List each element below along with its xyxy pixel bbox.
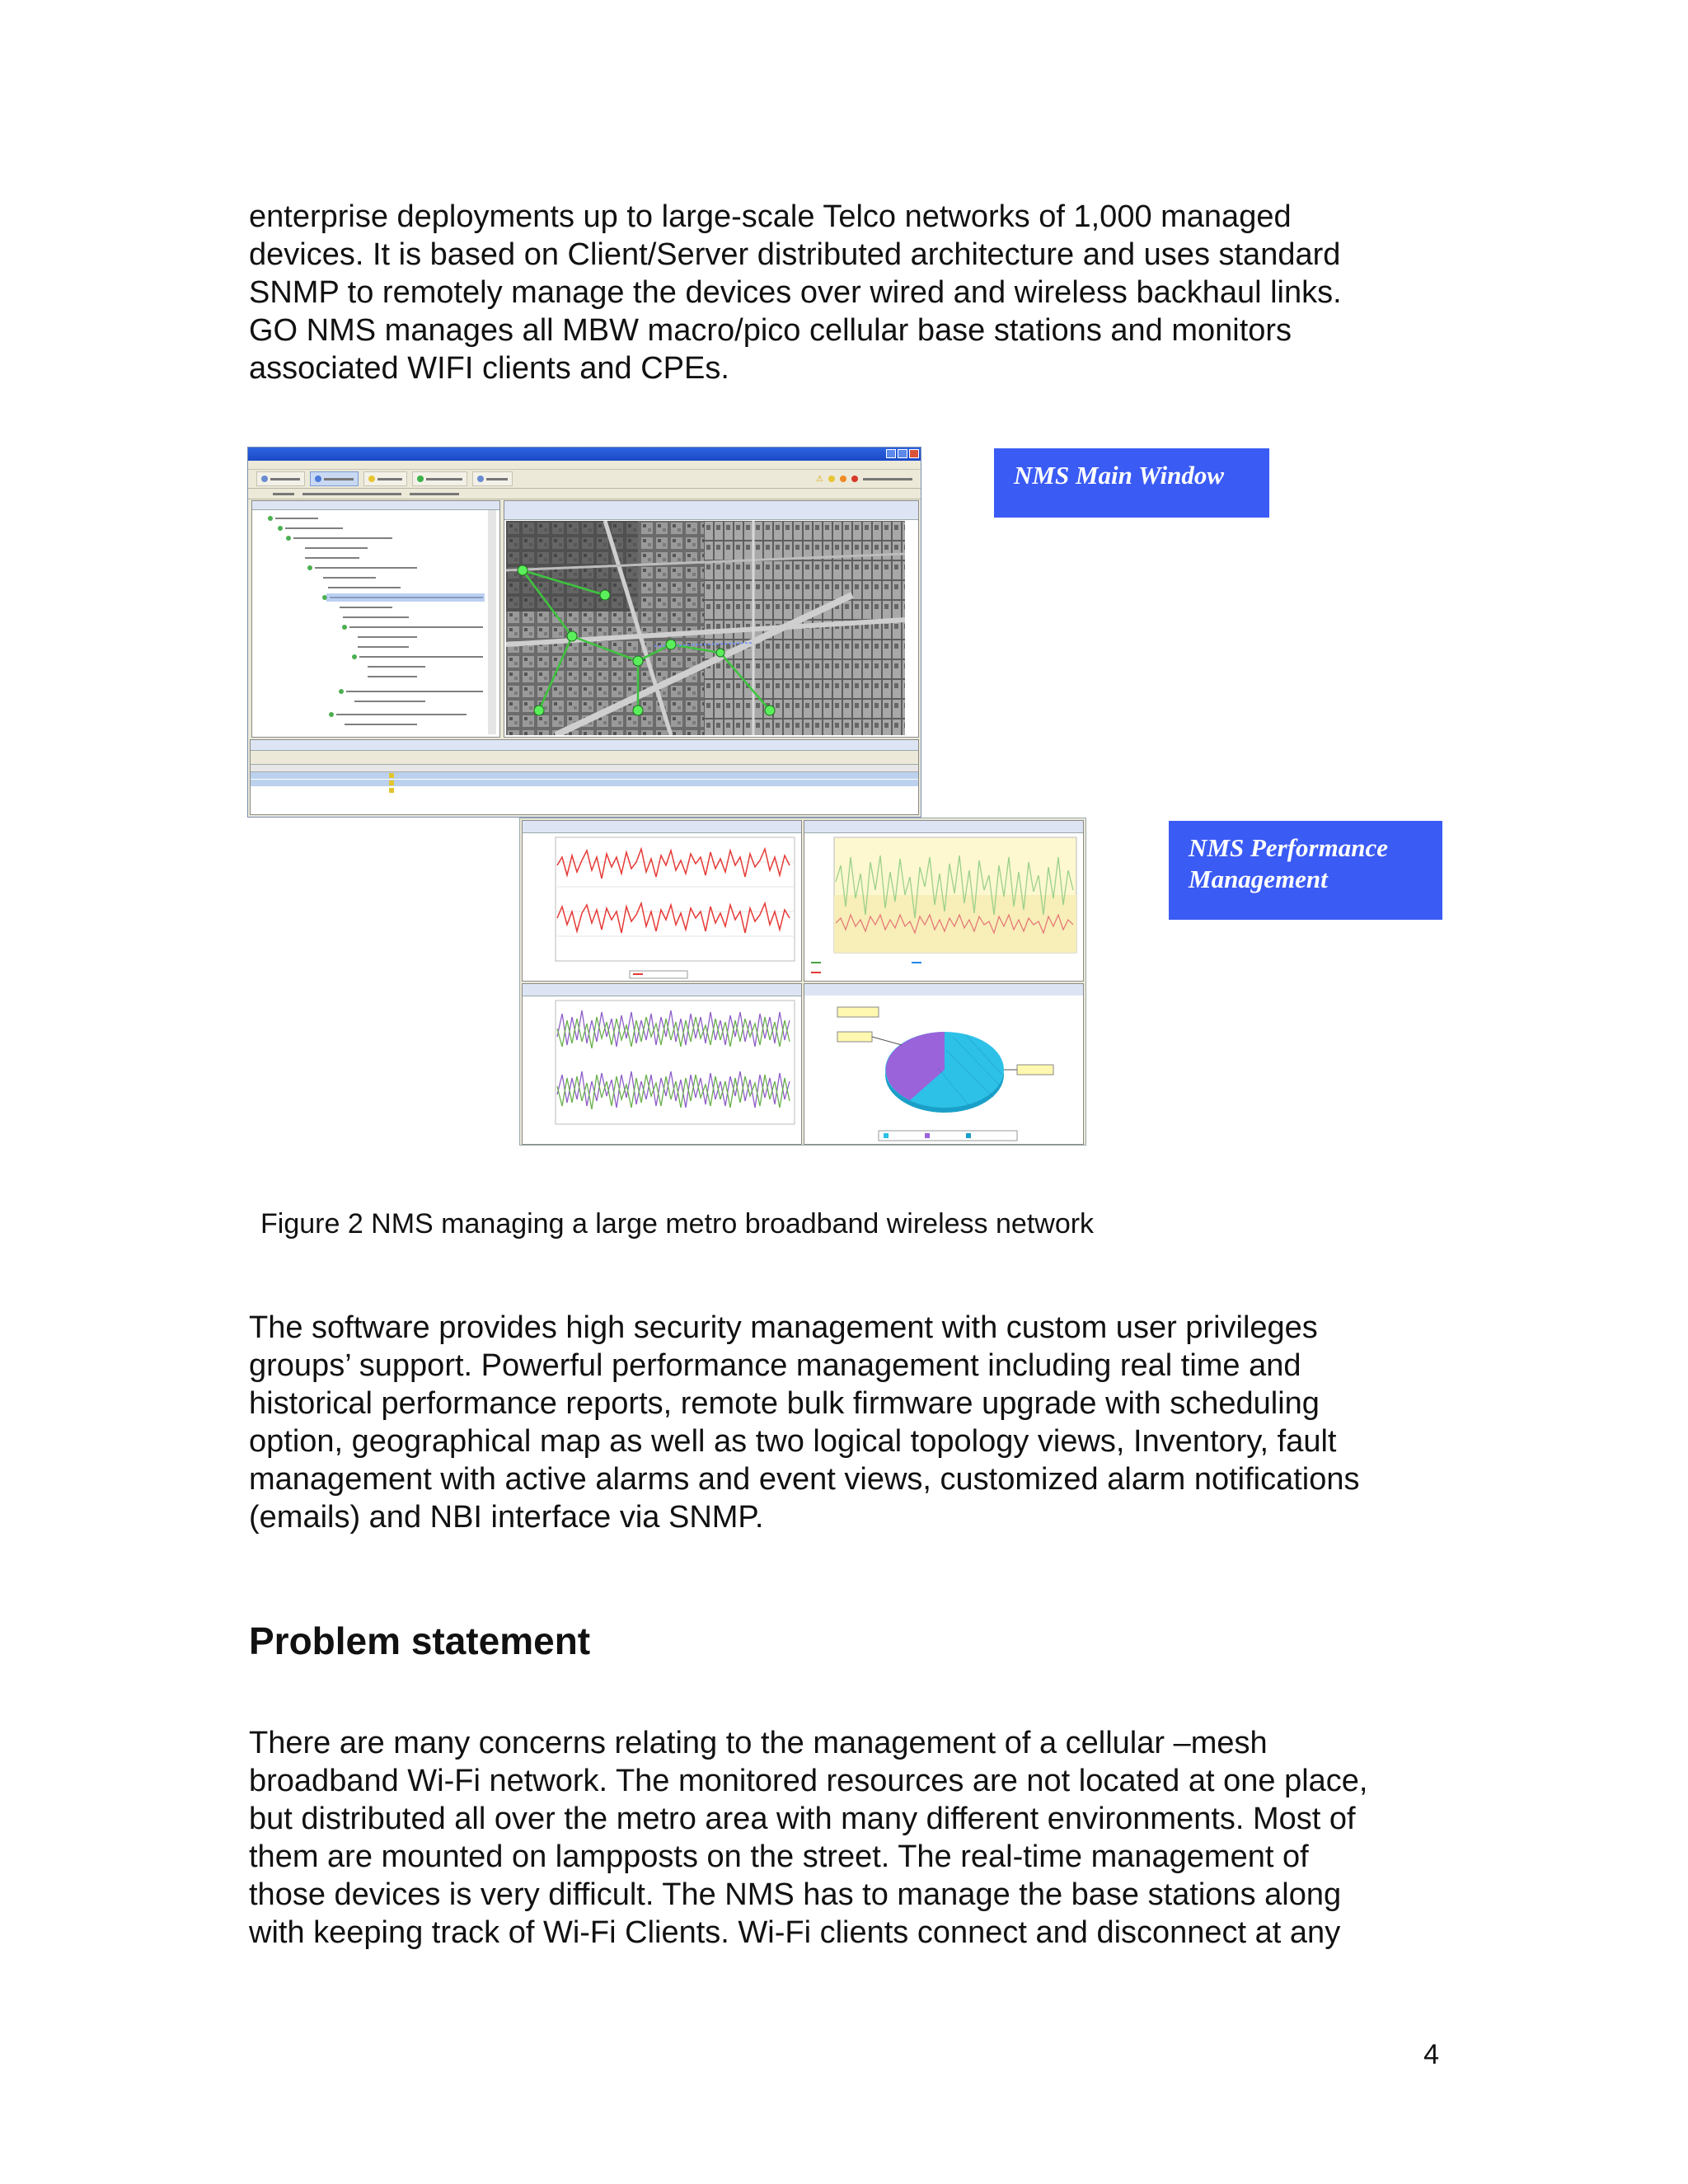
active-alarms-pane	[250, 739, 919, 815]
callout-performance	[1169, 821, 1442, 920]
toolbar-button	[472, 471, 513, 486]
air-occupancy-chart	[804, 832, 1083, 981]
section-heading: Problem statement	[249, 1619, 591, 1662]
text-line: those devices is very difficult. The NMS has to manage the base stations along	[249, 1877, 1342, 1912]
window-toolbar	[248, 470, 921, 489]
window-body	[250, 499, 919, 738]
toolbar-button	[363, 471, 407, 486]
text-line: but distributed all over the metro area with many different environments. Most of	[249, 1802, 1356, 1836]
alarm-row	[251, 780, 918, 787]
satellite-map	[506, 521, 905, 735]
text-line: devices. It is based on Client/Server distributed architecture and uses standard	[249, 237, 1341, 272]
text-line: option, geographical map as well as two logical topology views, Inventory, fault	[249, 1424, 1337, 1459]
callout-text: NMS Main Window	[1014, 461, 1224, 490]
text-line: historical performance reports, remote bulk firmware upgrade with scheduling	[249, 1386, 1320, 1421]
callout-text: NMS Performance	[1189, 833, 1388, 862]
navigation-tree-pane	[251, 500, 500, 738]
protocol-pie-chart	[804, 996, 1083, 1144]
callout-main-window	[994, 448, 1269, 518]
toolbar-button	[412, 471, 467, 486]
device-tree	[252, 510, 496, 734]
text-line: (emails) and NBI interface via SNMP.	[249, 1500, 764, 1535]
callout-text: Management	[1189, 865, 1328, 893]
text-line: them are mounted on lampposts on the street. The real-time management of	[249, 1840, 1309, 1874]
warning-icon: ⚠	[816, 474, 823, 484]
maximize-icon	[898, 449, 907, 458]
text-line: There are many concerns relating to the management of a cellular –mesh	[249, 1726, 1268, 1760]
alarm-icon	[389, 773, 394, 778]
performance-charts-screenshot	[519, 818, 1086, 1146]
figure-caption: Figure 2 NMS managing a large metro broadband wireless network	[260, 1208, 1095, 1240]
throughput-chart-window	[522, 820, 802, 982]
text-line: broadband Wi-Fi network. The monitored resources are not located at one place,	[249, 1764, 1368, 1798]
window-titlebar	[248, 448, 921, 461]
intro-paragraph	[249, 198, 1461, 387]
minimize-icon	[886, 449, 896, 458]
sta-throughput-chart	[523, 996, 801, 1144]
security-paragraph	[249, 1309, 1461, 1536]
window-menubar	[248, 461, 921, 470]
toolbar-button	[310, 471, 359, 486]
protocol-distribution-chart-window	[804, 983, 1084, 1145]
map-image	[506, 521, 905, 735]
close-icon	[909, 449, 919, 458]
geographic-map-pane	[504, 500, 919, 738]
text-line: SNMP to remotely manage the devices over wired and wireless backhaul links.	[249, 275, 1342, 310]
alarm-row	[251, 772, 918, 780]
alarm-row	[251, 787, 918, 794]
page-number: 4	[1423, 2039, 1439, 2070]
text-line: The software provides high security management with custom user privileges	[249, 1310, 1318, 1345]
text-line: GO NMS manages all MBW macro/pico cellular base stations and monitors	[249, 313, 1292, 348]
throughput-line-chart	[523, 832, 801, 981]
air-occupancy-chart-window	[804, 820, 1084, 982]
text-line: associated WIFI clients and CPEs.	[249, 351, 729, 386]
nms-main-window-screenshot	[247, 447, 921, 818]
text-line: enterprise deployments up to large-scale Telco networks of 1,000 managed	[249, 199, 1292, 234]
text-line: with keeping track of Wi-Fi Clients. Wi-Fi clients connect and disconnect at any	[249, 1915, 1341, 1950]
toolbar-button	[256, 471, 305, 486]
sta-throughput-chart-window	[522, 983, 802, 1145]
problem-paragraph	[249, 1724, 1461, 1952]
text-line: management with active alarms and event views, customized alarm notifications	[249, 1462, 1360, 1497]
text-line: groups’ support. Powerful performance management including real time and	[249, 1348, 1301, 1383]
